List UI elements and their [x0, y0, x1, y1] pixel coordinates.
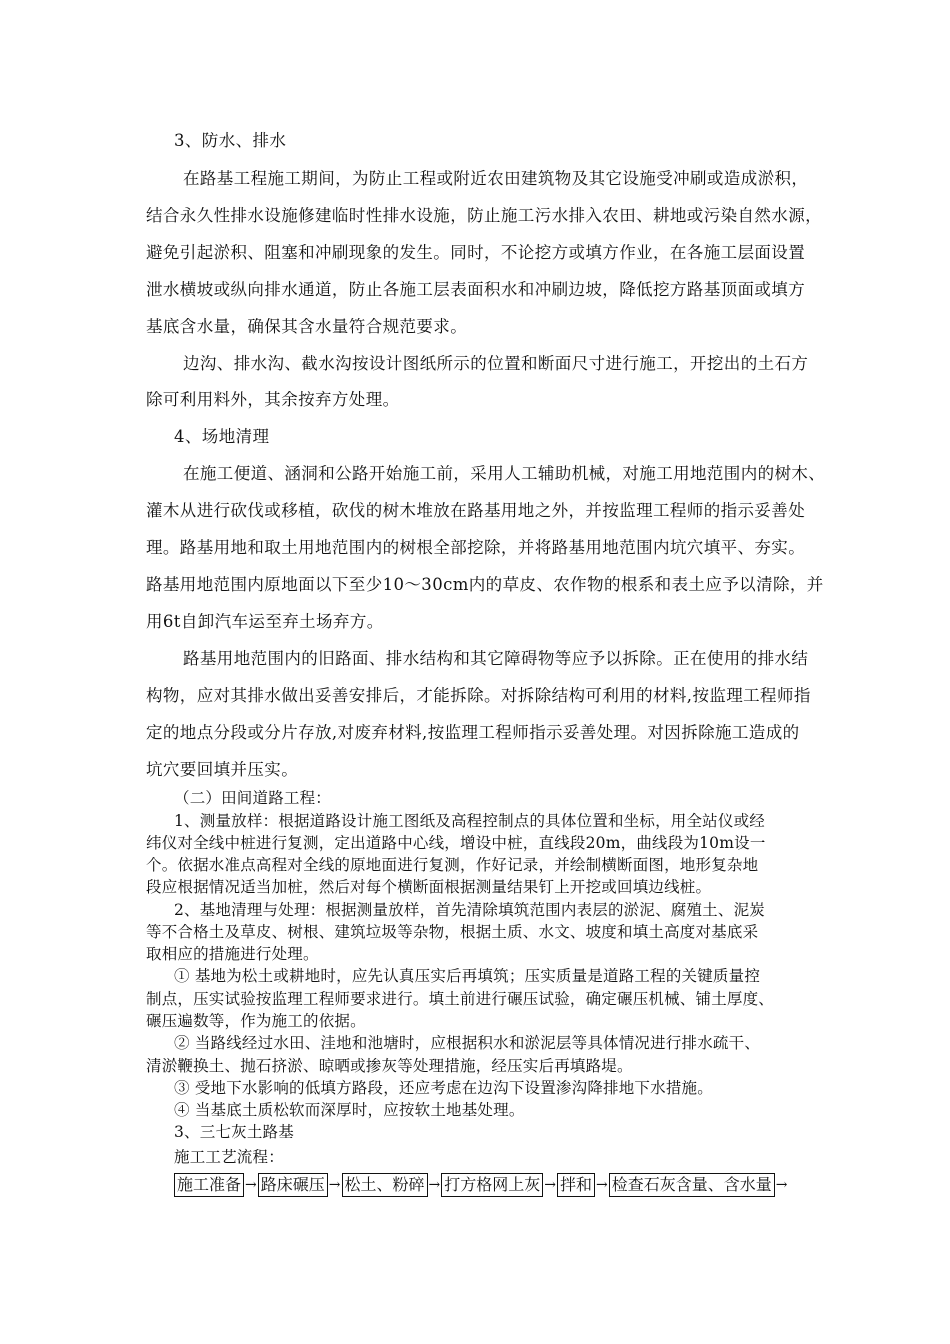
paragraph-line: 制点，压实试验按监理工程师要求进行。填土前进行碾压试验，确定碾压机械、铺土厚度、 [146, 990, 775, 1008]
paragraph-line: 除可利用料外，其余按弃方处理。 [146, 390, 400, 409]
flow-step: 松土、粉碎 [342, 1173, 428, 1197]
paragraph-line: ① 基地为松土或耕地时，应先认真压实后再填筑；压实质量是道路工程的关键质量控 [174, 967, 761, 985]
paragraph-line: 清淤鞭换土、抛石挤淤、晾晒或掺灰等处理措施，经压实后再填路堤。 [146, 1057, 633, 1075]
paragraph-line: 在路基工程施工期间，为防止工程或附近农田建筑物及其它设施受冲刷或造成淤积， [183, 169, 809, 188]
paragraph-line: 个。依据水准点高程对全线的原地面进行复测，作好记录，并绘制横断面图，地形复杂地 [146, 856, 759, 874]
paragraph-line: 基底含水量，确保其含水量符合规范要求。 [146, 317, 468, 336]
paragraph-line: 边沟、排水沟、截水沟按设计图纸所示的位置和断面尺寸进行施工，开挖出的土石方 [183, 354, 809, 373]
heading-site-clearing: 4、场地清理 [174, 427, 270, 446]
paragraph-line: 用6t自卸汽车运至弃土场弃方。 [146, 612, 384, 631]
arrow-icon: → [428, 1177, 441, 1193]
arrow-icon: → [328, 1177, 341, 1193]
paragraph-line: 构物，应对其排水做出妥善安排后，才能拆除。对拆除结构可利用的材料,按监理工程师指 [146, 686, 811, 705]
paragraph-line: 泄水横坡或纵向排水通道，防止各施工层表面积水和冲刷边坡，降低挖方路基顶面或填方 [146, 280, 806, 299]
paragraph-line: 路基用地范围内原地面以下至少10～30cm内的草皮、农作物的根系和表土应予以清除，并 [146, 575, 824, 594]
heading-drainage: 3、防水、排水 [174, 131, 287, 150]
process-flowchart [174, 1171, 789, 1199]
paragraph-line: 段应根据情况适当加桩，然后对每个横断面根据测量结果钉上开挖或回填边线桩。 [146, 878, 712, 896]
paragraph-line: 取相应的措施进行处理。 [146, 945, 319, 963]
paragraph-line: 结合永久性排水设施修建临时性排水设施，防止施工污水排入农田、耕地或污染自然水源， [146, 206, 822, 225]
paragraph-line: 碾压遍数等，作为施工的依据。 [146, 1012, 366, 1030]
paragraph-line: 避免引起淤积、阻塞和冲刷现象的发生。同时，不论挖方或填方作业，在各施工层面设置 [146, 243, 806, 262]
paragraph-line: 2、基地清理与处理：根据测量放样，首先清除填筑范围内表层的淤泥、腐殖土、泥炭 [174, 901, 765, 919]
flow-step: 打方格网上灰 [441, 1173, 543, 1197]
paragraph-line: 等不合格土及草皮、树根、建筑垃圾等杂物，根据土质、水文、坡度和填土高度对基底采 [146, 923, 759, 941]
heading-lime-soil-subgrade: 3、三七灰土路基 [174, 1123, 294, 1141]
paragraph-line: ② 当路线经过水田、洼地和池塘时，应根据积水和淤泥层等具体情况进行排水疏干、 [174, 1034, 761, 1052]
flow-step: 施工准备 [174, 1173, 244, 1197]
flow-caption: 施工工艺流程： [174, 1148, 284, 1166]
arrow-icon: → [596, 1177, 608, 1193]
paragraph-line: 理。路基用地和取土用地范围内的树根全部挖除，并将路基用地范围内坑穴填平、夯实。 [146, 538, 806, 557]
paragraph-line: 纬仪对全线中桩进行复测，定出道路中心线，增设中桩，直线段20m，曲线段为10m设一 [146, 834, 766, 852]
flow-step: 检查石灰含量、含水量 [609, 1173, 775, 1197]
flow-step: 路床碾压 [258, 1173, 328, 1197]
heading-field-road: （二）田间道路工程： [174, 789, 332, 807]
arrow-icon: → [245, 1177, 257, 1193]
paragraph-line: 路基用地范围内的旧路面、排水结构和其它障碍物等应予以拆除。正在使用的排水结 [183, 649, 809, 668]
paragraph-line: ③ 受地下水影响的低填方路段，还应考虑在边沟下设置渗沟降排地下水措施。 [174, 1079, 713, 1097]
paragraph-line: 坑穴要回填并压实。 [146, 760, 299, 779]
arrow-icon: → [544, 1177, 556, 1193]
paragraph-line: 定的地点分段或分片存放,对废弃材料,按监理工程师指示妥善处理。对因拆除施工造成的 [146, 723, 800, 742]
paragraph-line: ④ 当基底土质松软而深厚时，应按软土地基处理。 [174, 1101, 525, 1119]
paragraph-line: 1、测量放样：根据道路设计施工图纸及高程控制点的具体位置和坐标，用全站仪或经 [174, 812, 765, 830]
flow-step: 拌和 [557, 1173, 595, 1197]
arrow-icon: → [775, 1177, 788, 1193]
paragraph-line: 在施工便道、涵洞和公路开始施工前，采用人工辅助机械，对施工用地范围内的树木、 [183, 464, 826, 483]
paragraph-line: 灌木从进行砍伐或移植，砍伐的树木堆放在路基用地之外，并按监理工程师的指示妥善处 [146, 501, 806, 520]
